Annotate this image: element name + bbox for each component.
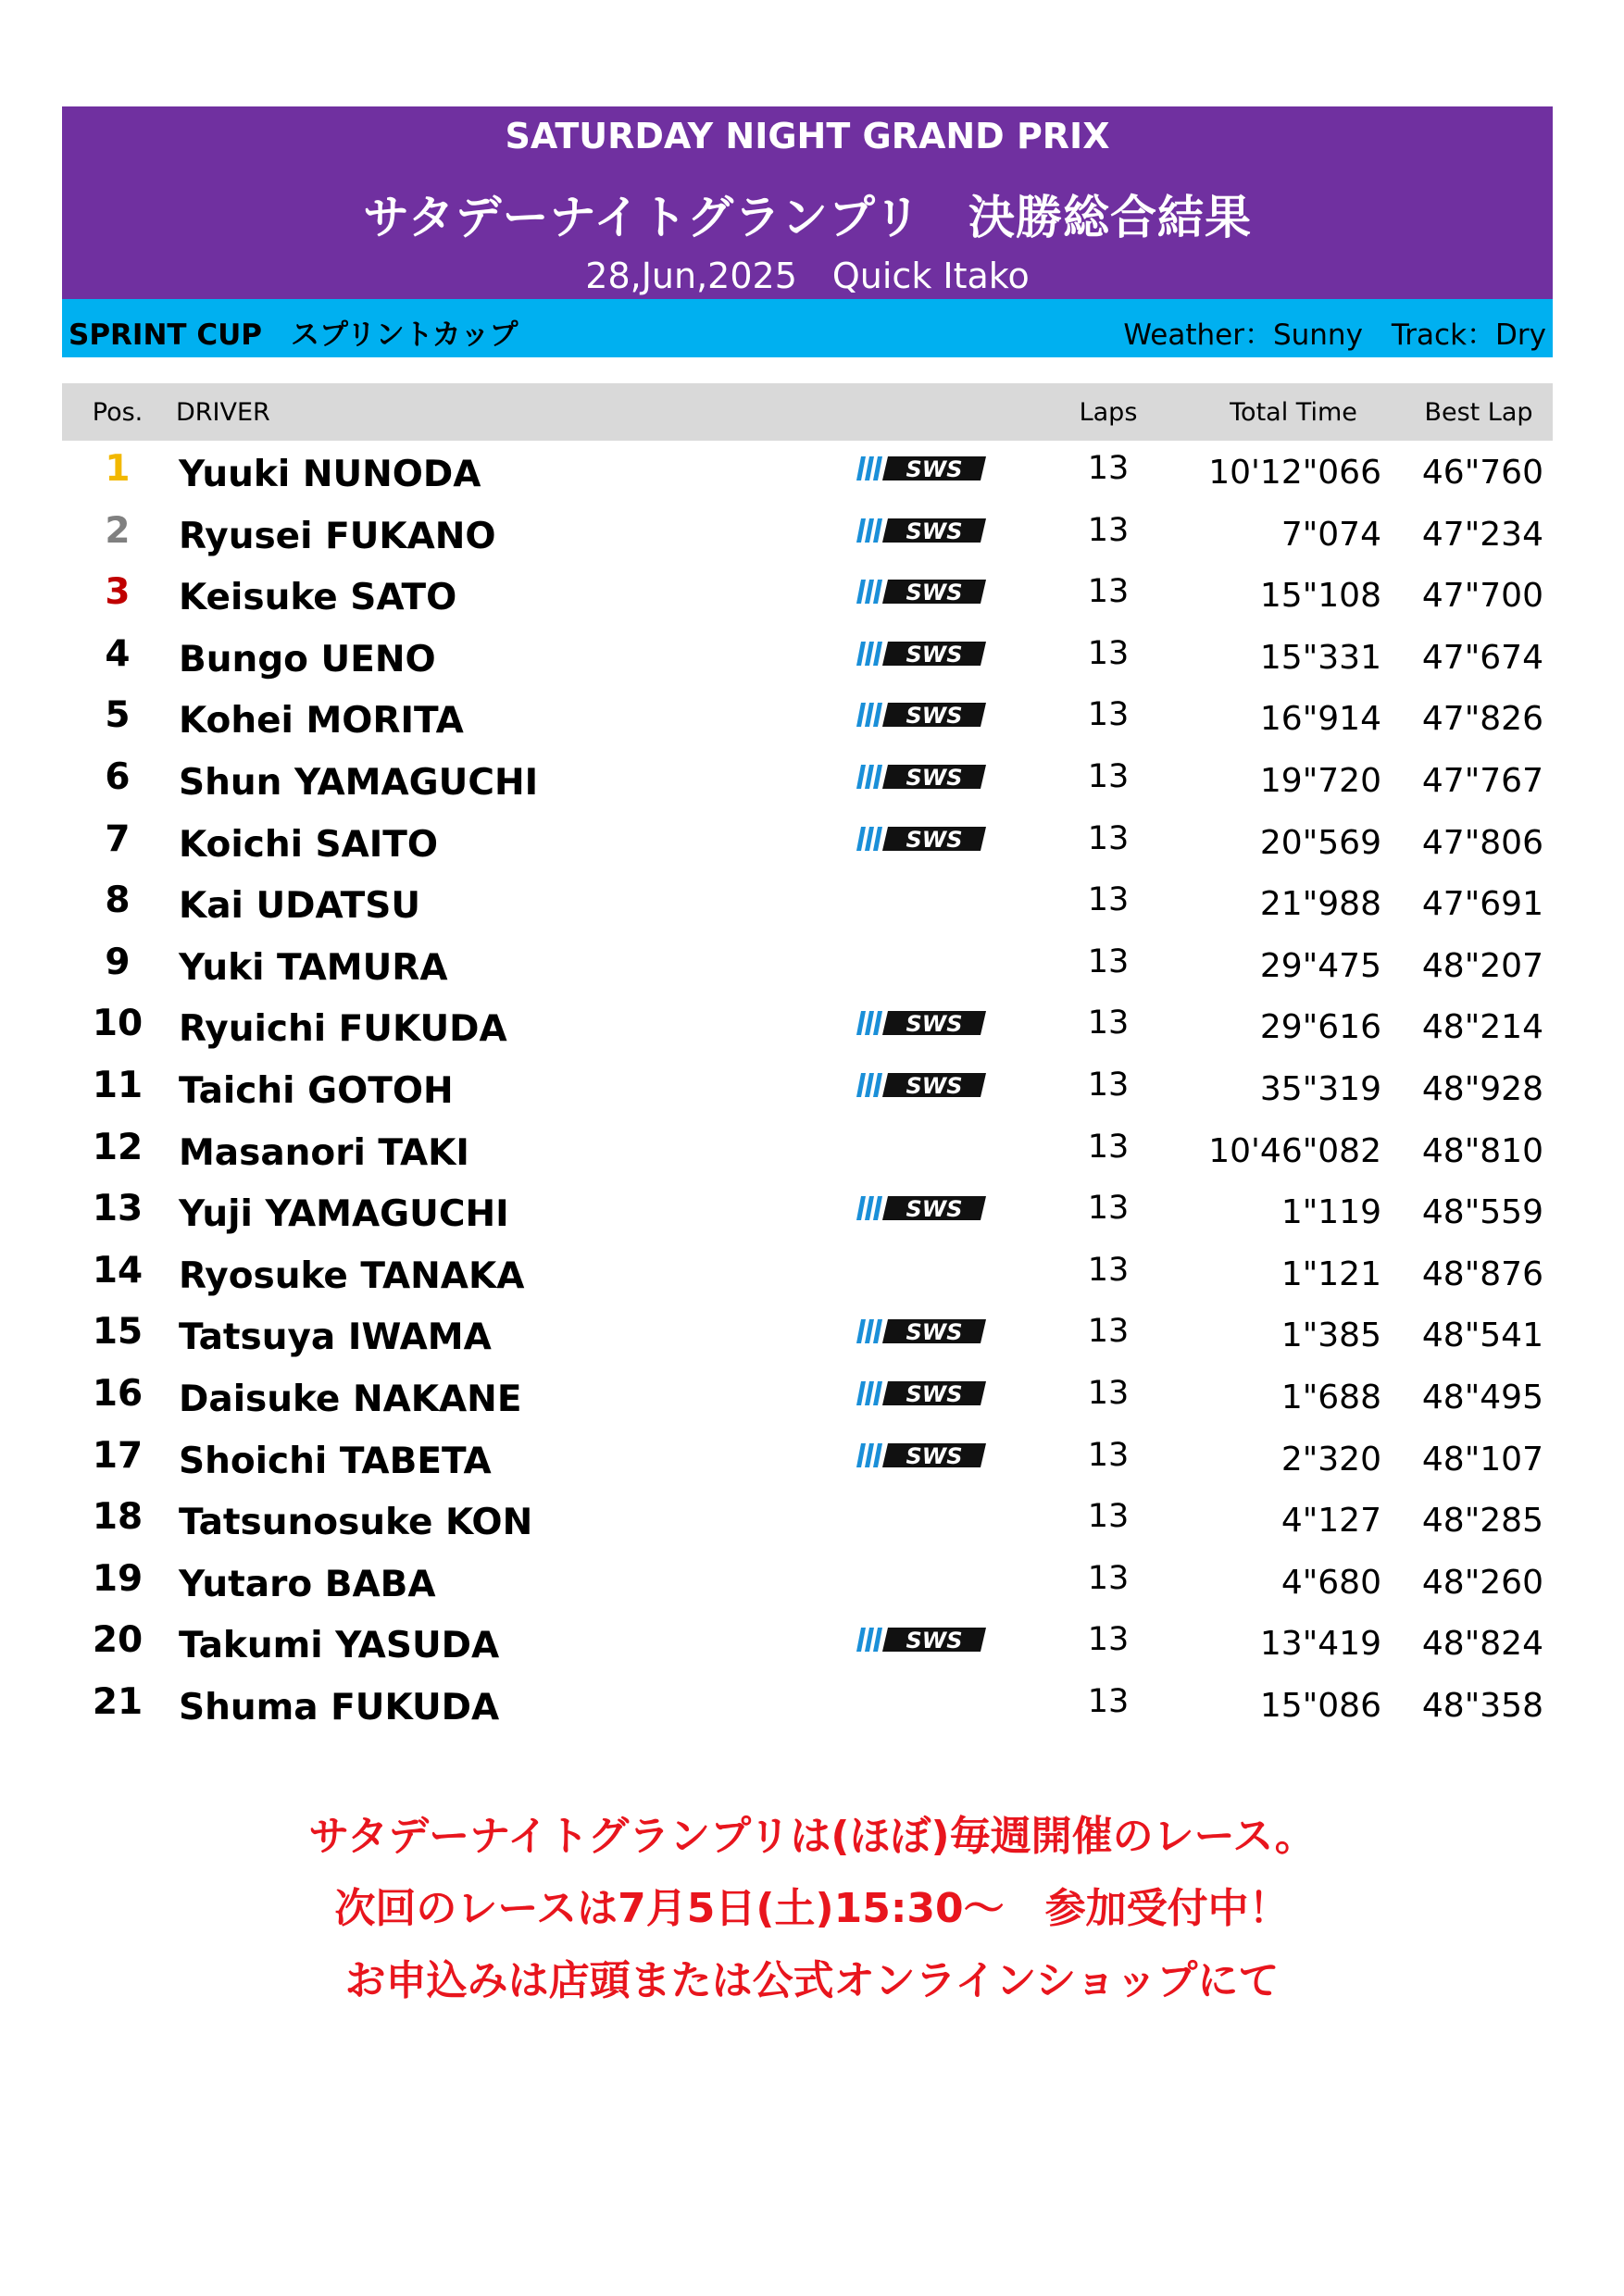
- sws-logo: [856, 455, 986, 482]
- total-time: 1"385: [1280, 1316, 1381, 1355]
- table-row: [62, 872, 1553, 934]
- svg-text:SWS: SWS: [906, 518, 963, 544]
- table-row: [62, 1180, 1553, 1242]
- position: 11: [92, 1064, 144, 1106]
- best-lap: 48"541: [1421, 1316, 1543, 1355]
- best-lap: 47"700: [1421, 577, 1543, 616]
- driver-name: Ryuichi FUKUDA: [179, 1008, 507, 1051]
- laps: 13: [1087, 1004, 1130, 1042]
- total-time: 29"616: [1259, 1008, 1381, 1047]
- driver-name: Masanori TAKI: [179, 1131, 469, 1174]
- table-row: [62, 687, 1553, 749]
- sws-logo: [856, 1626, 986, 1653]
- position: 2: [105, 509, 131, 552]
- driver-name: Takumi YASUDA: [179, 1625, 500, 1667]
- results-table: [62, 441, 1553, 1735]
- position: 1: [105, 448, 131, 490]
- position: 10: [92, 1003, 144, 1045]
- total-time: 35"319: [1259, 1069, 1381, 1108]
- laps: 13: [1087, 1128, 1130, 1166]
- total-time: 15"331: [1259, 638, 1381, 677]
- best-lap: 48"260: [1421, 1563, 1543, 1602]
- laps: 13: [1087, 757, 1130, 795]
- laps: 13: [1087, 573, 1130, 611]
- total-time: 15"086: [1259, 1686, 1381, 1725]
- laps: 13: [1087, 881, 1130, 919]
- laps: 13: [1087, 1498, 1130, 1536]
- total-time: 10'12"066: [1208, 454, 1381, 492]
- driver-name: Taichi GOTOH: [179, 1069, 454, 1112]
- weather-info: Weather：Sunny Track：Dry: [1123, 318, 1546, 352]
- total-time: 10'46"082: [1208, 1131, 1381, 1170]
- laps: 13: [1087, 1066, 1130, 1104]
- laps: 13: [1087, 942, 1130, 980]
- laps: 13: [1087, 1374, 1130, 1412]
- best-lap: 48"207: [1421, 946, 1543, 985]
- svg-text:SWS: SWS: [906, 1380, 963, 1407]
- sws-logo: [856, 763, 986, 791]
- position: 19: [92, 1557, 144, 1600]
- laps: 13: [1087, 511, 1130, 549]
- driver-name: Koichi SAITO: [179, 823, 439, 866]
- best-lap: 47"234: [1421, 515, 1543, 554]
- sws-logo: [856, 640, 986, 668]
- col-pos: Pos.: [92, 398, 144, 427]
- driver-name: Shoichi TABETA: [179, 1440, 492, 1482]
- driver-name: Kai UDATSU: [179, 885, 421, 928]
- position: 18: [92, 1496, 144, 1539]
- best-lap: 48"824: [1421, 1625, 1543, 1664]
- event-date-venue: 28,Jun,2025 Quick Itako: [585, 256, 1030, 296]
- position: 3: [105, 571, 131, 614]
- best-lap: 47"767: [1421, 761, 1543, 800]
- laps: 13: [1087, 1313, 1130, 1351]
- sws-logo: [856, 701, 986, 729]
- best-lap: 48"928: [1421, 1069, 1543, 1108]
- table-row: [62, 1057, 1553, 1119]
- sws-logo: [856, 1009, 986, 1037]
- total-time: 4"680: [1280, 1563, 1381, 1602]
- laps: 13: [1087, 450, 1130, 487]
- svg-text:SWS: SWS: [906, 1196, 963, 1223]
- position: 17: [92, 1434, 144, 1477]
- sws-logo: [856, 1194, 986, 1222]
- sws-logo: [856, 1317, 986, 1345]
- table-row: [62, 749, 1553, 811]
- best-lap: 48"107: [1421, 1440, 1543, 1479]
- table-row: [62, 441, 1553, 503]
- driver-name: Yuki TAMURA: [179, 946, 448, 989]
- driver-name: Ryosuke TANAKA: [179, 1254, 525, 1297]
- position: 6: [105, 755, 131, 798]
- position: 14: [92, 1249, 144, 1292]
- position: 5: [105, 694, 131, 737]
- svg-text:SWS: SWS: [906, 1319, 963, 1346]
- sws-logo: [856, 1441, 986, 1469]
- col-laps: Laps: [1079, 398, 1138, 427]
- cup-bar: [62, 299, 1553, 357]
- total-time: 21"988: [1259, 885, 1381, 924]
- column-header: [62, 383, 1553, 441]
- position: 9: [105, 941, 131, 983]
- position: 20: [92, 1619, 144, 1662]
- total-time: 15"108: [1259, 577, 1381, 616]
- total-time: 29"475: [1259, 946, 1381, 985]
- svg-text:SWS: SWS: [906, 641, 963, 668]
- svg-text:SWS: SWS: [906, 1072, 963, 1099]
- laps: 13: [1087, 1559, 1130, 1597]
- total-time: 2"320: [1280, 1440, 1381, 1479]
- notice-line: 次回のレースは7月5日(土)15:30～ 参加受付中！: [334, 1885, 1290, 1932]
- laps: 13: [1087, 1190, 1130, 1228]
- best-lap: 48"559: [1421, 1193, 1543, 1232]
- driver-name: Yuuki NUNODA: [179, 454, 481, 495]
- table-row: [62, 1674, 1553, 1736]
- laps: 13: [1087, 634, 1130, 672]
- table-row: [62, 626, 1553, 688]
- total-time: 1"688: [1280, 1378, 1381, 1416]
- svg-text:SWS: SWS: [906, 456, 963, 482]
- laps: 13: [1087, 1436, 1130, 1474]
- driver-name: Daisuke NAKANE: [179, 1378, 522, 1420]
- col-best-lap: Best Lap: [1424, 398, 1533, 427]
- best-lap: 48"214: [1421, 1008, 1543, 1047]
- notice-line: サタデーナイトグランプリは(ほぼ)毎週開催のレース。: [308, 1813, 1316, 1860]
- svg-text:SWS: SWS: [906, 1628, 963, 1654]
- results-header: [62, 106, 1553, 299]
- driver-name: Keisuke SATO: [179, 577, 457, 619]
- driver-name: Kohei MORITA: [179, 700, 464, 742]
- svg-text:SWS: SWS: [906, 1442, 963, 1469]
- position: 8: [105, 880, 131, 922]
- svg-text:SWS: SWS: [906, 1011, 963, 1038]
- driver-name: Yuji YAMAGUCHI: [179, 1193, 509, 1236]
- best-lap: 47"806: [1421, 823, 1543, 862]
- table-row: [62, 564, 1553, 626]
- total-time: 7"074: [1280, 515, 1381, 554]
- event-title-jp: サタデーナイトグランプリ 決勝総合結果: [363, 191, 1252, 244]
- best-lap: 46"760: [1421, 454, 1543, 492]
- driver-name: Bungo UENO: [179, 638, 436, 680]
- total-time: 19"720: [1259, 761, 1381, 800]
- sws-logo: [856, 1379, 986, 1407]
- position: 15: [92, 1311, 144, 1354]
- best-lap: 48"810: [1421, 1131, 1543, 1170]
- total-time: 20"569: [1259, 823, 1381, 862]
- table-row: [62, 1242, 1553, 1304]
- cup-label: SPRINT CUP スプリントカップ: [69, 318, 518, 352]
- sws-logo: [856, 1071, 986, 1099]
- best-lap: 48"285: [1421, 1502, 1543, 1541]
- table-row: [62, 1612, 1553, 1674]
- best-lap: 47"691: [1421, 885, 1543, 924]
- total-time: 4"127: [1280, 1502, 1381, 1541]
- best-lap: 47"674: [1421, 638, 1543, 677]
- driver-name: Shun YAMAGUCHI: [179, 761, 539, 804]
- col-total-time: Total Time: [1230, 398, 1357, 427]
- position: 4: [105, 632, 131, 675]
- event-title: SATURDAY NIGHT GRAND PRIX: [505, 116, 1110, 156]
- table-row: [62, 1428, 1553, 1490]
- laps: 13: [1087, 1621, 1130, 1659]
- col-driver: DRIVER: [176, 398, 270, 427]
- driver-name: Shuma FUKUDA: [179, 1686, 500, 1728]
- svg-text:SWS: SWS: [906, 764, 963, 791]
- driver-name: Ryusei FUKANO: [179, 515, 496, 557]
- laps: 13: [1087, 1251, 1130, 1289]
- table-row: [62, 503, 1553, 565]
- best-lap: 48"358: [1421, 1686, 1543, 1725]
- best-lap: 48"495: [1421, 1378, 1543, 1416]
- total-time: 13"419: [1259, 1625, 1381, 1664]
- best-lap: 48"876: [1421, 1254, 1543, 1293]
- table-row: [62, 995, 1553, 1057]
- table-row: [62, 934, 1553, 996]
- best-lap: 47"826: [1421, 700, 1543, 739]
- driver-name: Yutaro BABA: [179, 1563, 436, 1605]
- laps: 13: [1087, 696, 1130, 734]
- total-time: 16"914: [1259, 700, 1381, 739]
- total-time: 1"121: [1280, 1254, 1381, 1293]
- sws-logo: [856, 578, 986, 605]
- laps: 13: [1087, 819, 1130, 857]
- driver-name: Tatsuya IWAMA: [179, 1316, 492, 1359]
- position: 13: [92, 1188, 144, 1230]
- notice-line: お申込みは店頭または公式オンラインショップにて: [344, 1957, 1280, 2004]
- table-row: [62, 1551, 1553, 1613]
- sws-logo: [856, 825, 986, 853]
- position: 21: [92, 1680, 144, 1723]
- svg-text:SWS: SWS: [906, 703, 963, 730]
- position: 12: [92, 1126, 144, 1168]
- table-row: [62, 811, 1553, 873]
- driver-name: Tatsunosuke KON: [179, 1502, 533, 1544]
- svg-text:SWS: SWS: [906, 580, 963, 606]
- svg-text:SWS: SWS: [906, 826, 963, 853]
- table-row: [62, 1366, 1553, 1428]
- position: 16: [92, 1372, 144, 1415]
- notice: [0, 1801, 1624, 2017]
- laps: 13: [1087, 1682, 1130, 1720]
- sws-logo: [856, 517, 986, 544]
- table-row: [62, 1489, 1553, 1551]
- table-row: [62, 1119, 1553, 1181]
- table-row: [62, 1304, 1553, 1366]
- total-time: 1"119: [1280, 1193, 1381, 1232]
- position: 7: [105, 817, 131, 860]
